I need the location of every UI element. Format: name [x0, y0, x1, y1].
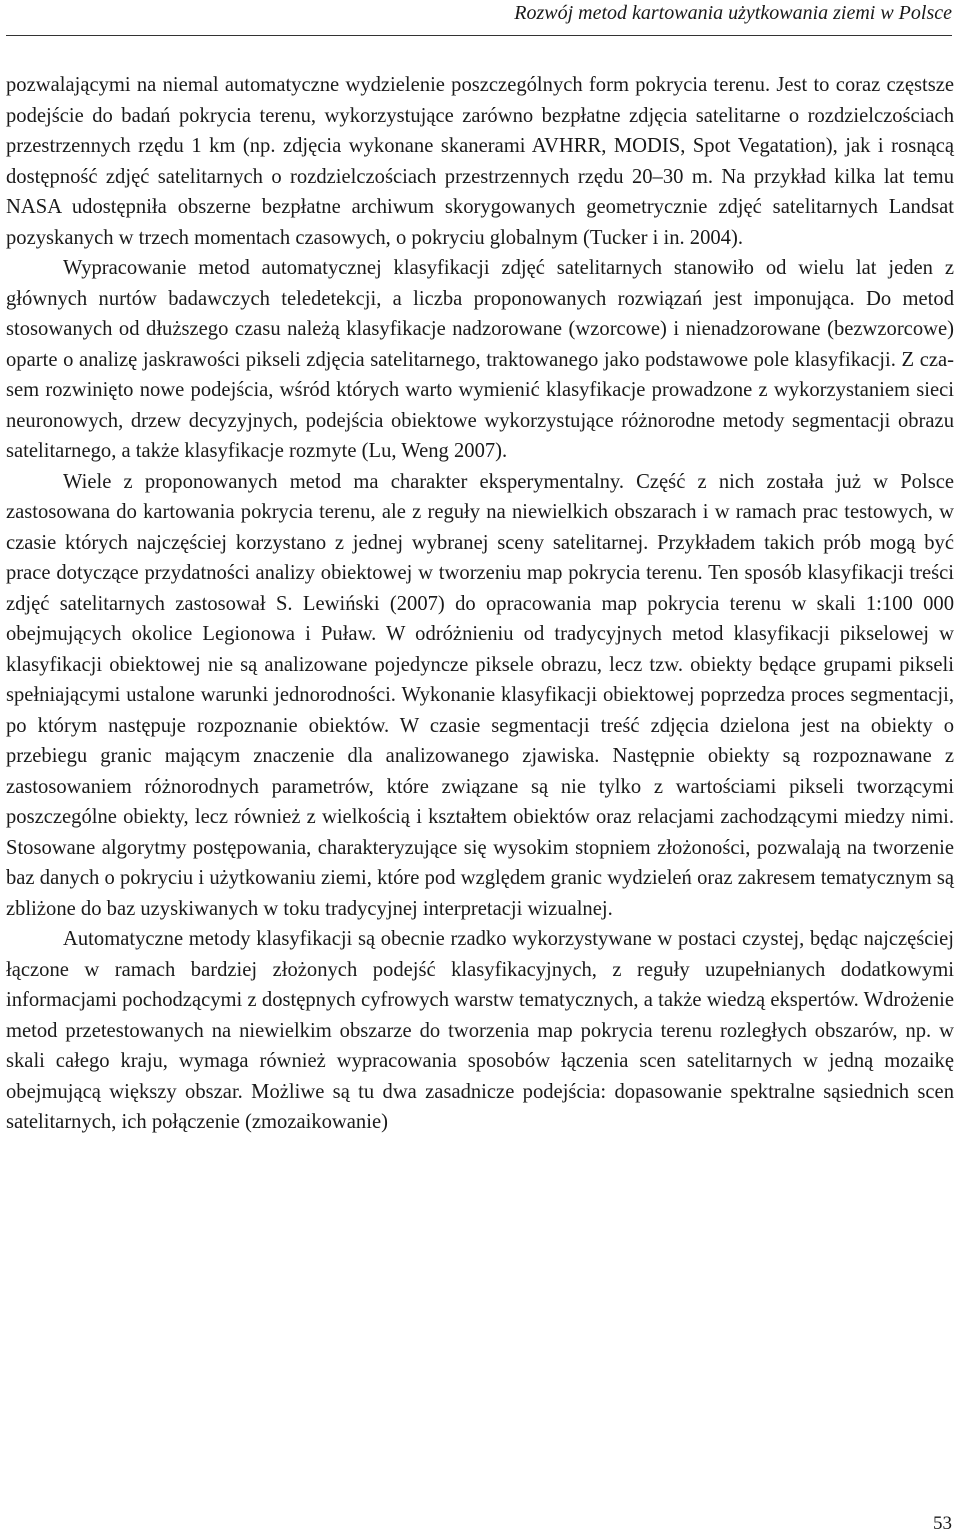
paragraph-1: pozwalającymi na niemal automatyczne wydzielenie poszczególnych form pokrycia terenu. Jest to coraz częstsze podejście do badań pokrycia terenu, wykorzystujące zarówno bezpłatne zdjęcia satelitarne o rozdzielczościach przestrzennych rzędu 1 km (np. zdjęcia wykonane skanerami AVHRR, MODIS, Spot Vegatation), jak i rosnącą dostępność zdjęć satelitarnych o rozdzielczościach przestrzennych rzędu 20–30 m. Na przykład kilka lat temu NASA udostępniła obszerne bezpłatne archiwum skorygowanych geometrycznie zdjęć satelitarnych Landsat pozyskanych w trzech momentach czasowych, o pokryciu globalnym (Tucker i in. 2004). [6, 74, 954, 249]
main-text [6, 70, 954, 1138]
paragraph-4: Automatyczne metody klasyfikacji są obecnie rzadko wykorzystywane w postaci czystej, będąc najczęściej łączone w ramach bardziej złożonych podejść klasyfikacyjnych, z reguły uzupełnianych dodatkowymi informacjami pochodzącymi z dostępnych cyfrowych warstw tematycznych, a także wiedzą ekspertów. Wdrożenie metod przetestowanych na niewielkim obszarze do tworzenia map pokrycia terenu rozległych obszarów, np. w skali całego kraju, wymaga również wypracowania sposobów łączenia scen satelitarnych w jedną mozaikę obejmującą większy obszar. Możliwe są tu dwa zasadnicze podejścia: dopasowanie spektralne sąsiednich scen satelitarnych, ich połączenie (zmozaikowanie) [6, 928, 954, 1133]
paragraph-3: Wiele z proponowanych metod ma charakter eksperymentalny. Część z nich została już w Polsce zastosowana do kartowania pokrycia terenu, ale z reguły na niewielkich obszarach i w ramach prac testowych, w czasie których najczęściej korzystano z jednej wybranej sceny satelitarnej. Przykładem takich prób mogą być prace dotyczące przydatności analizy obiektowej w tworzeniu map pokrycia terenu. Ten sposób klasyfikacji treści zdjęć satelitarnych zastosował S. Lewiński (2007) do opracowania map pokrycia terenu w skali 1:100 000 obejmujących okolice Legionowa i Puław. W odróżnieniu od tradycyjnych metod klasyfikacji pikselowej w klasyfikacji obiektowej nie są analizowane pojedyncze piksele obrazu, lecz tzw. obiekty będące grupami pikseli spełniającymi ustalone warunki jednorodności. Wykonanie klasyfikacji obiektowej poprzedza proces segmentacji, po którym następuje rozpoznanie obiektów. W czasie segmentacji treść zdjęcia dzielona jest na obiekty o przebiegu granic mającym znaczenie dla analizowanego zjawiska. Następnie obiekty są rozpoznawane z zastosowaniem różnorodnych parametrów, które związane są nie tylko z wartościami pikseli tworzącymi poszczególne obiekty, lecz również z wielkością i kształtem obiektów oraz relacjami zachodzącymi miedzy nimi. Stosowane algorytmy postępowania, charakteryzujące się wysokim stopniem złożoności, pozwalają na tworzenie baz danych o pokryciu i użytkowaniu ziemi, które pod względem granic wydzieleń oraz zakresem tematycznym są zbliżone do baz uzyskiwanych w toku tradycyjnej interpretacji wizualnej. [6, 470, 954, 920]
page-number: 53 [933, 1513, 952, 1534]
paragraph-2: Wypracowanie metod automatycznej klasyfikacji zdjęć satelitarnych stanowiło od wielu lat jeden z głównych nurtów badawczych teledetekcji, a liczba proponowanych rozwiązań jest imponująca. Do metod stosowanych od dłuższego czasu należą klasyfikacje nadzorowane (wzorcowe) i nienadzorowane (bezwzorcowe) oparte o analizę jaskrawości pikseli zdjęcia satelitarnego, traktowanego jako podstawowe pole klasyfikacji. Z czasem rozwinięto nowe podejścia, wśród których warto wymienić klasyfikacje prowadzone z wykorzystaniem sieci neuronowych, drzew decyzyjnych, podejścia obiektowe wykorzystujące różnorodne metody segmentacji obrazu satelitarnego, a także klasyfikacje rozmyte (Lu, Weng 2007). [6, 257, 954, 462]
running-header [6, 0, 952, 36]
running-title: Rozwój metod kartowania użytkowania ziemi w Polsce [514, 2, 952, 24]
